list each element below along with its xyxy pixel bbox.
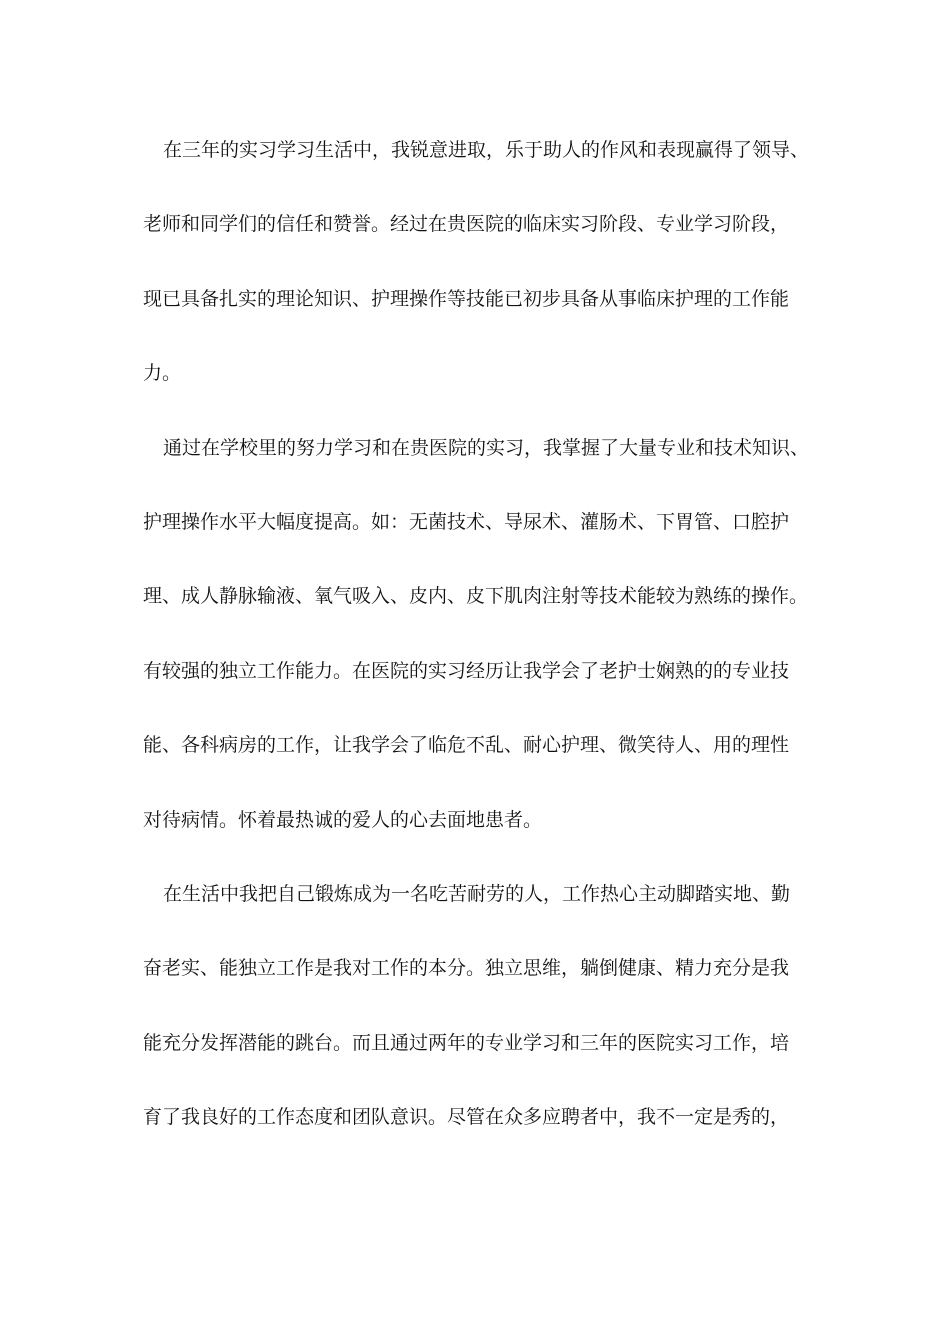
text-line: 现已具备扎实的理论知识、护理操作等技能已初步具备从事临床护理的工作能 bbox=[143, 287, 790, 310]
text-line: 老师和同学们的信任和赞誉。经过在贵医院的临床实习阶段、专业学习阶段， bbox=[143, 213, 790, 236]
paragraph-1 bbox=[143, 132, 808, 392]
text-line: 护理操作水平大幅度提高。如：无菌技术、导尿术、灌肠术、下胃管、口腔护 bbox=[143, 510, 790, 533]
text-line: 奋老实、能独立工作是我对工作的本分。独立思维，躺倒健康、精力充分是我 bbox=[143, 957, 790, 980]
paragraph-3 bbox=[143, 876, 808, 1136]
text-line: 能、各科病房的工作，让我学会了临危不乱、耐心护理、微笑待人、用的理性 bbox=[143, 734, 790, 757]
document-body bbox=[143, 132, 808, 1173]
text-line: 通过在学校里的努力学习和在贵医院的实习，我掌握了大量专业和技术知识、 bbox=[163, 436, 810, 459]
text-line: 对待病情。怀着最热诚的爱人的心去面地患者。 bbox=[143, 808, 543, 831]
text-line: 理、成人静脉输液、氧气吸入、皮内、皮下肌肉注射等技术能较为熟练的操作。 bbox=[143, 585, 809, 608]
text-line: 在三年的实习学习生活中，我锐意进取，乐于助人的作风和表现赢得了领导、 bbox=[163, 139, 810, 161]
text-line: 能充分发挥潜能的跳台。而且通过两年的专业学习和三年的医院实习工作，培 bbox=[143, 1031, 790, 1054]
text-line: 育了我良好的工作态度和团队意识。尽管在众多应聘者中，我不一定是秀的， bbox=[143, 1106, 790, 1129]
paragraph-2 bbox=[143, 430, 808, 839]
text-line: 有较强的独立工作能力。在医院的实习经历让我学会了老护士娴熟的的专业技 bbox=[143, 659, 790, 682]
text-line: 力。 bbox=[143, 362, 182, 385]
text-line: 在生活中我把自己锻炼成为一名吃苦耐劳的人，工作热心主动脚踏实地、勤 bbox=[163, 882, 791, 905]
